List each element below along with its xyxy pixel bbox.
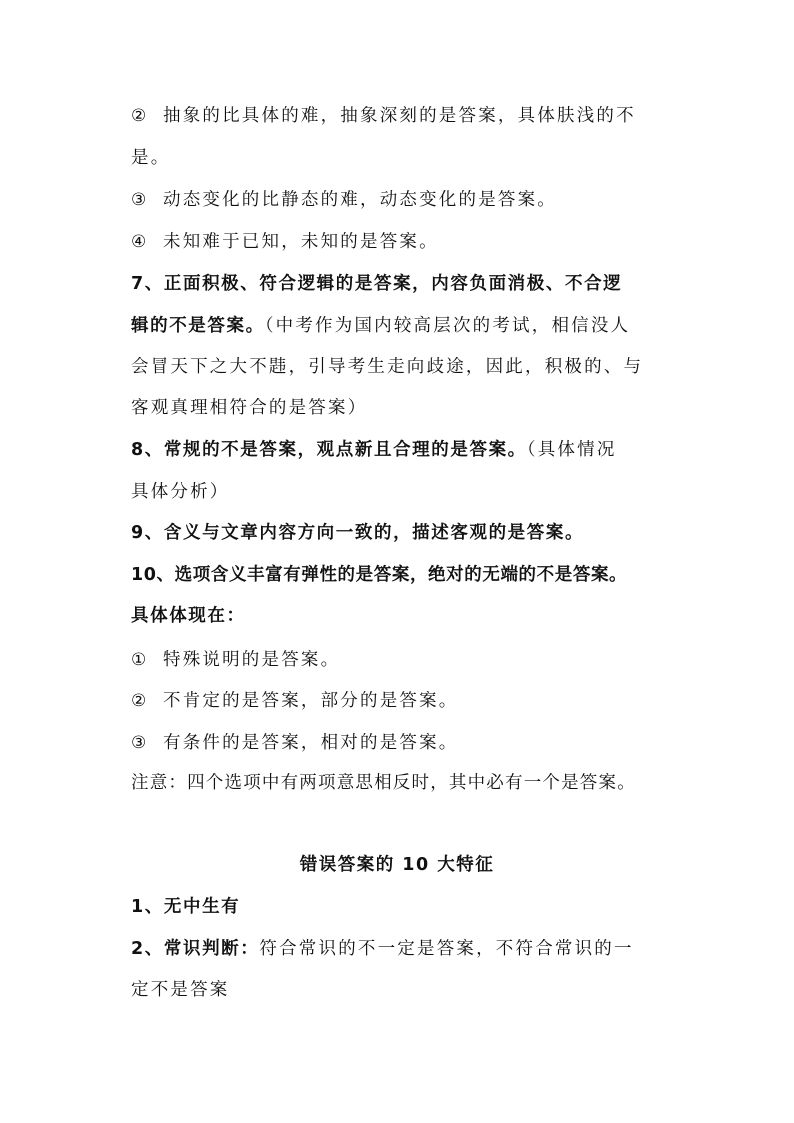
list-item <box>131 689 671 713</box>
item-marker: ② <box>131 691 147 711</box>
item-text: 具体分析） <box>131 482 230 502</box>
bold-text: 10、选项含义丰富有弹性的是答案，绝对的无端的不是答案。 <box>131 565 628 585</box>
text-line <box>131 314 671 338</box>
list-item <box>131 731 671 755</box>
item-marker: ③ <box>131 190 147 210</box>
bold-text: 2、常识判断： <box>131 939 260 959</box>
text-line <box>131 978 671 1002</box>
bold-text: 辑的不是答案。 <box>131 316 265 336</box>
section-title: 错误答案的 10 大特征 <box>299 855 495 875</box>
text-line <box>131 895 671 919</box>
item-marker: ③ <box>131 733 147 753</box>
bold-text: 7、正面积极、符合逻辑的是答案，内容负面消极、不合逻 <box>131 274 623 294</box>
text-line <box>131 272 671 296</box>
text-line <box>131 521 671 545</box>
item-text: 未知难于已知，未知的是答案。 <box>163 232 439 252</box>
bold-text: 具体体现在： <box>131 606 246 626</box>
text-line <box>131 355 671 379</box>
text-line <box>131 438 671 462</box>
text-line <box>131 937 671 961</box>
bold-text: 1、无中生有 <box>131 897 241 917</box>
item-text: 特殊说明的是答案。 <box>163 650 341 670</box>
item-text: 符合常识的不一定是答案，不符合常识的一 <box>259 939 634 959</box>
list-item <box>131 104 671 128</box>
item-marker: ④ <box>131 232 147 252</box>
list-item <box>131 230 671 254</box>
item-text: 抽象的比具体的难，抽象深刻的是答案，具体肤浅的不 <box>163 106 636 126</box>
list-item <box>131 648 671 672</box>
text-line <box>131 146 671 170</box>
item-text: （具体情况 <box>526 440 617 460</box>
text-line <box>131 396 671 420</box>
text-line <box>131 771 671 795</box>
item-text: 不肯定的是答案，部分的是答案。 <box>163 691 459 711</box>
text-line <box>131 480 671 504</box>
text-line <box>131 563 671 587</box>
bold-text: 9、含义与文章内容方向一致的，描述客观的是答案。 <box>131 523 585 543</box>
item-text: 注意：四个选项中有两项意思相反时，其中必有一个是答案。 <box>131 773 636 793</box>
bold-text: 8、常规的不是答案，观点新且合理的是答案。 <box>131 440 527 460</box>
item-text: 定不是答案 <box>131 980 230 1000</box>
item-text: 会冒天下之大不韪，引导考生走向歧途，因此，积极的、与 <box>131 357 644 377</box>
item-text: 客观真理相符合的是答案） <box>131 398 368 418</box>
list-item <box>131 188 671 212</box>
item-text: 有条件的是答案，相对的是答案。 <box>163 733 459 753</box>
text-line <box>131 604 671 628</box>
item-text: 是。 <box>131 148 171 168</box>
item-marker: ② <box>131 106 147 126</box>
item-marker: ① <box>131 650 147 670</box>
item-text: （中考作为国内较高层次的考试，相信没人 <box>264 316 631 336</box>
item-text: 动态变化的比静态的难，动态变化的是答案。 <box>163 190 557 210</box>
